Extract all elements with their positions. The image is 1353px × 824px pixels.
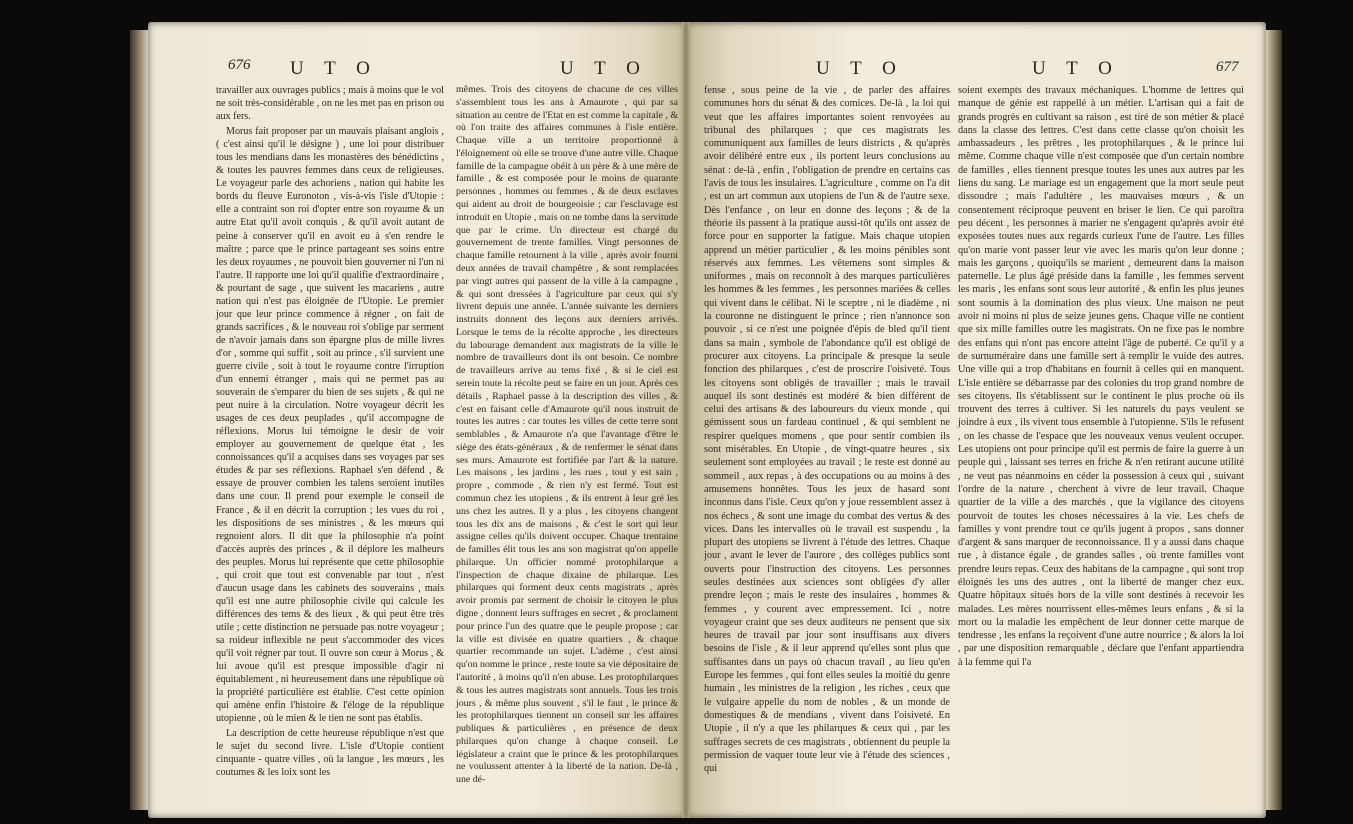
right-page-number: 677 (1216, 59, 1239, 75)
right-page-column-2 (958, 84, 1244, 669)
right-headword-1: U T O (816, 58, 904, 79)
right-page-column-1 (704, 84, 950, 775)
left-page-column-2 (456, 84, 678, 787)
paragraph: mêmes. Trois des citoyens de chacune de ces villes s'assemblent tous les ans à Amaurote , qui par sa situation au centre de l'Etat en est comme la capitale , & où l'on traite des affaires communes à l'isle entière. Chaque ville a un territoire proportionné à l'éloignement où elle se trouve d'une autre ville. Chaque famille de la campagne obéit à un père & à une mère de famille , & est composée pour le moins de quarante personnes , hommes ou femmes , & de deux esclaves qui aident au droit de bourgeoisie ; car l'esclavage est introduit en Utopie , mais on ne tombe dans la servitude que par le crime. Un directeur est chargé du gouvernement de trente familles. Vingt personnes de chaque famille retournent à la ville , après avoir fourni deux années de travail champêtre , & sont remplacées par vingt autres qui passent de la ville à la campagne , & qui sont dressées à l'agriculture par ceux qui s'y livrent depuis une année. L'année suivante les derniers instruits donnent des leçons aux derniers arrivés. Lorsque le tems de la récolte approche , les directeurs du labourage demandent aux magistrats de la ville le nombre de travailleurs dont ils ont besoin. Ce nombre de travailleurs arrive au tems fixé , & si le ciel est serein toute la récolte peut se faire en un jour. Après ces détails , Raphael passe à la description des villes , & c'est en faisant celle d'Amaurote qu'il nous instruit de toutes les autres : car toutes les villes de cette terre sont semblables , & Amaurote n'a que l'avantage d'être le siège des états-généraux , & de renfermer le sénat dans ses murs. Amaurote est fortifiée par l'art & la nature. Les maisons , les jardins , les rues , tout y est sain , propre , commode , & rien n'y est fermé. Tout est commun chez les utopiens , & ils entrent à leur gré les uns chez les autres. Il y a plus , les citoyens changent tous les dix ans de maisons , & c'est le sort qui leur assigne celles qu'ils doivent occuper. Chaque trentaine de familles élit tous les ans son magistrat qu'on appelle philarque. Un officier nommé protophilarque a l'inspection de chaque dixaine de philarque. Les philarques qui forment deux cents magistrats , après avoir promis par serment de choisir le citoyen le plus digne , donnent leurs suffrages en secret , & proclament pour prince l'un des quatre que le peuple propose ; car la ville est divisée en quatre quartiers , & chaque quartier recommande un sujet. L'adème , c'est ainsi qu'on nomme le prince , reste toute sa vie dépositaire de l'autorité , à moins qu'il n'en abuse. Les protophilarques & tous les autres magistrats sont annuels. Tous les trois jours , & même plus souvent , s'il le faut , le prince & les protophilarques tiennent un conseil sur les affaires publiques & particulières , en présence de deux philarques qu'on change à chaque conseil. Le législateur a craint que le prince & les protophilarques ne voulussent attenter à la liberté de la nation. De-là , une dé- (456, 84, 678, 786)
right-book-edge (1266, 30, 1282, 810)
paragraph: La description de cette heureuse république n'est que le sujet du second livre. L'isle d'Utopie contient cinquante - quatre villes , où la langue , les mœurs , les coutumes & les loix sont les (216, 728, 444, 779)
paragraph: Morus fait proposer par un mauvais plaisant anglois , ( c'est ainsi qu'il le désigne ) , une loi pour distribuer tous les mendians dans les monastères des bénédictins , & toutes les pauvres femmes dans ceux de religieuses. Le voyageur parle des achoriens , nation qui habite les bords du fleuve Euronoton , vis-à-vis l'isle d'Utopie : elle a contraint son roi d'opter entre son royaume & un autre Etat qu'il avoit conquis , & qu'il avoit autant de peine à conserver qu'il en avoit eu à s'en rendre le maître ; parce que le prince partageant ses soins entre les deux royaumes , ne pouvoit bien gouverner ni l'un ni l'autre. Il rapporte une loi qu'il qualifie d'extraordinaire , & pourtant de sage , que suivent les macariens , autre nation qui n'est pas éloignée de l'Utopie. Le premier jour que leur prince commence à régner , on fait de grands sacrifices , & le nouveau roi s'oblige par serment de n'avoir jamais dans son épargne plus de mille livres d'or , somme qui suffit , soit au prince , s'il survient une guerre civile , soit à tout le royaume contre l'irruption d'un ennemi étranger , mais qui ne permet pas au souverain de s'emparer du bien de ses sujets , & qui ne peut nuire à la circulation. Notre voyageur décrit les usages de ces deux peuplades , qu'il accompagne de réflexions. Morus lui témoigne le desir de voir employer au gouvernement de quelque état , les connoissances qu'il a acquises dans ses voyages par ses études & par ses réflexions. Raphael s'en défend , & essaye de prouver combien les talens seroient inutiles dans une cour. Il prend pour exemple le conseil de France , & il en décrit la corruption ; les vues du roi , les dispositions de ses ministres , & les mœurs qui regnoient alors. Il dit que la philosophie n'a point d'accès auprès des princes , & il déplore les malheurs des peuples. Morus lui représente que cette philosophie , qui croit que tout est convenable par tout , n'est d'aucun usage dans les cabinets des souverains , mais qu'il est une autre philosophie civile qui calcule les différences des tems & des lieux , & qui peut être très utile ; cette distinction ne persuade pas notre voyageur ; sa roideur inflexible ne peut s'accommoder des vices qu'il voit régner par tout. Il ouvre son cœur à Morus , & lui avoue qu'il est presque impossible d'agir ni équitablement , ni heureusement dans une république où la propriété particulière est établie. C'est cette opinion qui amène enfin l'histoire & l'éloge de la république utopienne , où le mien & le tien ne sont pas établis. (216, 126, 444, 725)
paragraph: travailler aux ouvrages publics ; mais à moins que le vol ne soit très-considérable , on ne les met pas en prison ou aux fers. (216, 85, 444, 123)
paragraph: fense , sous peine de la vie , de parler des affaires communes hors du sénat & des comices. De-là , la loi qui veut que les affaires importantes soient renvoyées au tribunal des philarques ; que ces magistrats les communiquent aux familles de leurs districts , & qu'après avoir délibéré entre eux , ils portent leurs conclusions au sénat : de-là , enfin , l'obligation de prendre en certains cas l'avis de tous les insulaires. L'agriculture , comme on l'a dit , est un art commun aux utopiens de l'un & de l'autre sexe. Dès l'enfance , on leur en donne des leçons ; & de la théorie ils passent à la pratique aussi-tôt qu'ils ont assez de force pour en supporter la fatigue. Mais chaque utopien apprend un métier particulier , & les moins pénibles sont réservés aux femmes. Les vêtemens sont simples & uniformes , mais on reconnoît à des marques particulières les hommes & les femmes , les personnes mariées & celles qui vivent dans le célibat. Ni le sceptre , ni le diadème , ni la couronne ne distinguent le prince ; rien n'annonce son pouvoir , si ce n'est une poignée d'épis de bled qu'il tient dans sa main , symbole de l'abondance qu'il est obligé de procurer aux citoyens. La principale & presque la seule fonction des philarques , c'est de proscrire l'oisiveté. Tous les citoyens sont obligés de travailler ; mais le travail auquel ils sont destinés est modéré & bien différent de celui des artisans & des laboureurs du vieux monde , qui gémissent sous un fardeau continuel , & qui semblent ne respirer quelques momens , que pour sentir combien ils sont misérables. En Utopie , de vingt-quatre heures , six seulement sont employées au travail ; le reste est donné au sommeil , aux repas , à des occupations ou au moins à des amusemens honnêtes. Tous les jeux de hasard sont inconnus dans l'isle. Ceux qu'on y joue ressemblent assez à nos échecs , & sont une image du combat des vertus & des vices. Dans les intervalles où le travail est suspendu , la plupart des utopiens se livrent à l'étude des lettres. Chaque jour , avant le lever de l'aurore , des collèges publics sont ouverts pour l'instruction des citoyens. Les personnes seules destinées aux sciences sont obligées d'y aller prendre leçon ; mais le reste des insulaires , hommes & femmes , y courent avec empressement. Ici , notre voyageur craint que ses deux auditeurs ne pensent que six heures de travail par jour sont insuffisans aux divers besoins de l'isle , & il leur apprend qu'elles sont plus que suffisantes dans un pays où chacun travail , au lieu qu'en Europe les femmes , qui font elles seules la moitié du genre humain , les ministres de la religion , les riches , ceux que le vulgaire appelle du nom de nobles , & un monde de domestiques & de mendians , vivent dans l'oisiveté. En Utopie , il n'y a que les philarques & ceux qui , par les suffrages secrets de ces magistrats , obtiennent du peuple la permission de vaquer toute leur vie à l'étude des sciences , qui (704, 85, 950, 775)
left-page-number: 676 (228, 57, 251, 73)
book-gutter (682, 22, 690, 818)
right-headword-2: U T O (1032, 58, 1120, 79)
left-headword-2: U T O (560, 58, 648, 79)
paragraph: soient exempts des travaux méchaniques. L'homme de lettres qui manque de génie est rappellé à un métier. L'artisan qui a fait de grands progrès en cultivant sa raison , est tiré de son métier & placé dans la classe des lettres. C'est dans cette classe qu'on choisit les ambassadeurs , les prêtres , les protophilarques , & le prince lui même. Comme chaque ville n'est composée que d'un certain nombre de familles , elles tiennent presque toutes les unes aux autres par les liens du sang. Le mariage est un engagement que la mort seule peut dissoudre ; mais l'adultère , les mauvaises mœurs , & un consentement réciproque peuvent en briser le lien. Ce qui paroîtra peu décent , les personnes à marier ne s'engagent qu'après avoir été exposées toutes nues aux regards curieux l'une de l'autre. Les filles qu'on marie vont passer leur vie avec les maris qu'on leur donne ; mais les garçons , quoiqu'ils se marient , demeurent dans la maison paternelle. Le plus âgé préside dans la famille , les femmes servent les maris , les enfans sont sous leur autorité , & enfin les plus jeunes sont soumis à la domination des plus vieux. Une maison ne peut avoir ni moins ni plus de seize jeunes gens. Chaque ville ne contient que six mille familles outre les magistrats. On ne fixe pas le nombre des enfans qui n'ont pas encore atteint l'âge de puberté. Ce qu'il y a de surnuméraire dans une famille sert à remplir le vuide des autres. Une ville qui a trop d'habitans en fournit à celles qui en manquent. L'isle entière se débarrasse par des colonies du trop grand nombre de ses citoyens. Ils s'établissent sur le continent le plus proche où ils trouvent des terres à cultiver. Si les naturels du pays veulent se joindre à eux , ils vivent tous ensemble à l'utopienne. S'ils le refusent , on les chasse de l'espace que les nouveaux venus veulent occuper. Les utopiens ont pour principe qu'il est permis de faire la guerre à un peuple qui , laissant ses terres en friche & n'en retirant aucune utilité , ne veut pas néanmoins en céder la possession à ceux qui , suivant l'ordre de la nature , cherchent à vivre de leur travail. Chaque quartier de la ville a des marchés , que la vigilance des citoyens pourvoit de toutes les choses nécessaires à la vie. Les chefs de familles y vont prendre tout ce qu'ils jugent à propos , sans donner d'argent & sans marquer de reconnoissance. Il y a aussi dans chaque rue , à distance égale , de grandes salles , où trente familles vont prendre leurs repas. Ceux des habitans de la campagne , qui sont trop éloignés les uns des autres , ont la liberté de manger chez eux. Quatre hôpitaux situés hors de la ville sont destinés à recevoir les malades. Les mères nourrissent elles-mêmes leurs enfans , & si la mort ou la maladie les empêchent de leur donner cette marque de tendresse , les enfans la reçoivent d'une autre nourrice ; & alors la loi , par une disposition remarquable , déclare que l'enfant appartiendra à la femme qui l'a (958, 85, 1244, 668)
left-headword-1: U T O (290, 58, 378, 79)
left-book-edge (130, 30, 148, 810)
left-page-column-1 (216, 84, 444, 779)
